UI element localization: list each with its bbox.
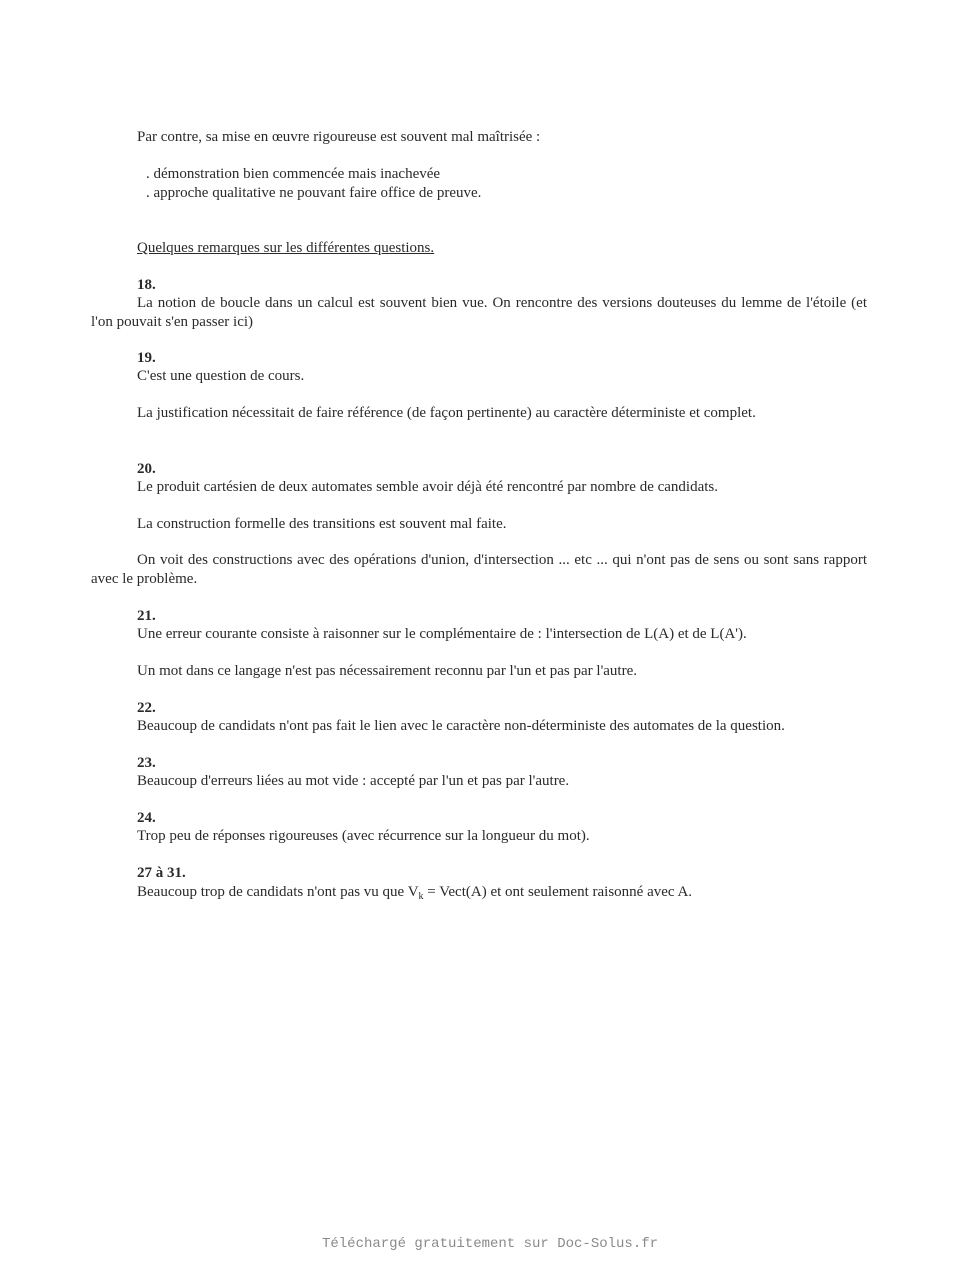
question-19-paragraph: C'est une question de cours. <box>137 368 305 384</box>
text-segment: Beaucoup trop de candidats n'ont pas vu que V <box>137 884 419 900</box>
intro-bullet: . démonstration bien commencée mais inachevée <box>146 166 441 182</box>
section-title: Quelques remarques sur les différentes questions. <box>137 240 435 256</box>
question-label-27-31: 27 à 31. <box>137 865 186 881</box>
question-label-20: 20. <box>137 461 156 477</box>
question-20-paragraph: Le produit cartésien de deux automates semble avoir déjà été rencontré par nombre de candidats. <box>137 479 719 495</box>
question-label-24: 24. <box>137 810 156 826</box>
question-22-paragraph: Beaucoup de candidats n'ont pas fait le lien avec le caractère non-déterministe des automates de la question. <box>137 718 785 734</box>
question-21-paragraph: Un mot dans ce langage n'est pas nécessairement reconnu par l'un et pas par l'autre. <box>137 663 638 679</box>
subscript-k: k <box>418 891 424 902</box>
question-24-paragraph: Trop peu de réponses rigoureuses (avec récurrence sur la longueur du mot). <box>137 828 590 844</box>
question-18-paragraph: La notion de boucle dans un calcul est souvent bien vue. On rencontre des versions douteuses du lemme de l'étoile (et l'on pouvait s'en passer ici) <box>91 295 867 330</box>
intro-text: Par contre, sa mise en œuvre rigoureuse est souvent mal maîtrisée : <box>137 129 541 145</box>
footer-download-note: Téléchargé gratuitement sur Doc-Solus.fr <box>321 1236 659 1252</box>
question-20-paragraph: On voit des constructions avec des opérations d'union, d'intersection ... etc ... qui n'ont pas de sens ou sont sans rapport avec le problème. <box>91 552 867 587</box>
question-label-22: 22. <box>137 700 156 716</box>
intro-bullet: . approche qualitative ne pouvant faire office de preuve. <box>146 185 482 201</box>
question-label-23: 23. <box>137 755 156 771</box>
question-19-paragraph: La justification nécessitait de faire référence (de façon pertinente) au caractère déterministe et complet. <box>137 405 756 421</box>
question-label-21: 21. <box>137 608 156 624</box>
text-segment: = Vect(A) et ont seulement raisonné avec A. <box>423 884 693 900</box>
question-27-31-paragraph <box>137 883 692 901</box>
question-21-paragraph: Une erreur courante consiste à raisonner sur le complémentaire de : l'intersection de L(A) et de L(A'). <box>137 626 747 642</box>
question-label-18: 18. <box>137 277 156 293</box>
question-20-paragraph: La construction formelle des transitions est souvent mal faite. <box>137 516 507 532</box>
question-label-19: 19. <box>137 350 156 366</box>
question-23-paragraph: Beaucoup d'erreurs liées au mot vide : accepté par l'un et pas par l'autre. <box>137 773 570 789</box>
